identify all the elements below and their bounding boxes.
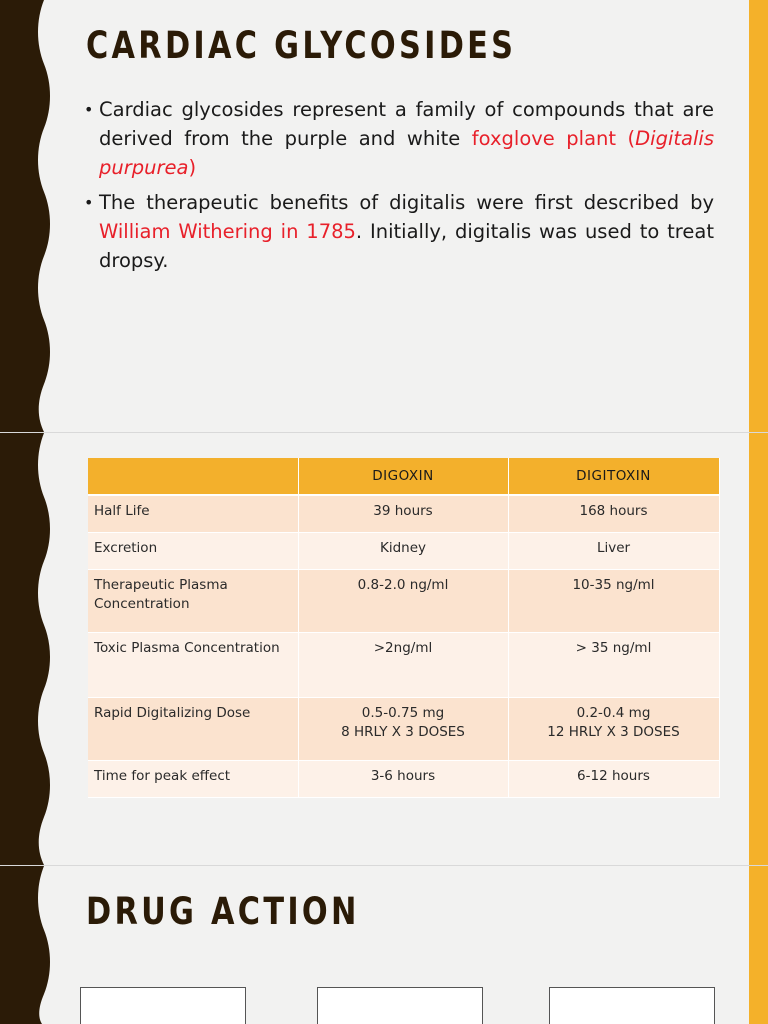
- row-label: Therapeutic Plasma Concentration: [88, 569, 298, 632]
- digoxin-value: Kidney: [298, 532, 508, 569]
- table-row: [88, 632, 719, 697]
- accent-bar: [749, 0, 768, 432]
- digoxin-digitoxin-table: [88, 458, 720, 798]
- digitoxin-value: 10-35 ng/ml: [508, 569, 719, 632]
- table-row: [88, 495, 719, 532]
- digoxin-value: 39 hours: [298, 495, 508, 532]
- highlight-text: foxglove plant (: [471, 127, 636, 150]
- highlight-italic-text: Digitalis purpurea: [99, 127, 714, 179]
- digitoxin-dose: 0.2-0.4 mg: [576, 704, 651, 721]
- digoxin-dose-schedule: 8 HRLY X 3 DOSES: [341, 723, 465, 740]
- accent-bar: [749, 433, 768, 865]
- bullet-text: . Initially, digitalis was used to treat dropsy.: [99, 220, 714, 272]
- table-row: [88, 532, 719, 569]
- bullet-text: Cardiac glycosides represent a family of compounds that are derived from the purple and white: [99, 98, 714, 150]
- bullet-text: The therapeutic benefits of digitalis were first described by: [99, 191, 714, 214]
- digoxin-value: 0.8-2.0 ng/ml: [298, 569, 508, 632]
- digitoxin-value: [508, 697, 719, 760]
- digoxin-dose: 0.5-0.75 mg: [361, 704, 445, 721]
- wave-border-decoration: [0, 866, 56, 1024]
- bullet-item: [84, 95, 714, 182]
- diagram-box: [80, 987, 246, 1024]
- table-header-digoxin: DIGOXIN: [298, 458, 508, 495]
- diagram-box: [317, 987, 483, 1024]
- highlight-text: William Withering in 1785: [99, 220, 356, 243]
- table-header-row: [88, 458, 719, 495]
- wave-border-decoration: [0, 433, 56, 865]
- digoxin-value: 3-6 hours: [298, 760, 508, 797]
- row-label: Rapid Digitalizing Dose: [88, 697, 298, 760]
- table-row: [88, 760, 719, 797]
- digoxin-value: >2ng/ml: [298, 632, 508, 697]
- accent-bar: [749, 866, 768, 1024]
- slide-title: DRUG ACTION: [86, 890, 360, 933]
- digoxin-value: [298, 697, 508, 760]
- table-header-digitoxin: DIGITOXIN: [508, 458, 719, 495]
- slide-comparison-table: [0, 433, 768, 865]
- digitoxin-value: Liver: [508, 532, 719, 569]
- bullet-item: [84, 188, 714, 275]
- wave-border-decoration: [0, 0, 56, 432]
- slide-title: CARDIAC GLYCOSIDES: [86, 24, 517, 67]
- highlight-text: ): [188, 156, 197, 179]
- diagram-box: [549, 987, 715, 1024]
- slide-drug-action: [0, 866, 768, 1024]
- row-label: Toxic Plasma Concentration: [88, 632, 298, 697]
- row-label: Excretion: [88, 532, 298, 569]
- digitoxin-dose-schedule: 12 HRLY X 3 DOSES: [547, 723, 680, 740]
- table-header-cell: [88, 458, 298, 495]
- table-row: [88, 569, 719, 632]
- row-label: Half Life: [88, 495, 298, 532]
- row-label: Time for peak effect: [88, 760, 298, 797]
- bullet-list: [84, 95, 714, 281]
- slide-cardiac-glycosides: [0, 0, 768, 432]
- digitoxin-value: > 35 ng/ml: [508, 632, 719, 697]
- digitoxin-value: 6-12 hours: [508, 760, 719, 797]
- table-row: [88, 697, 719, 760]
- digitoxin-value: 168 hours: [508, 495, 719, 532]
